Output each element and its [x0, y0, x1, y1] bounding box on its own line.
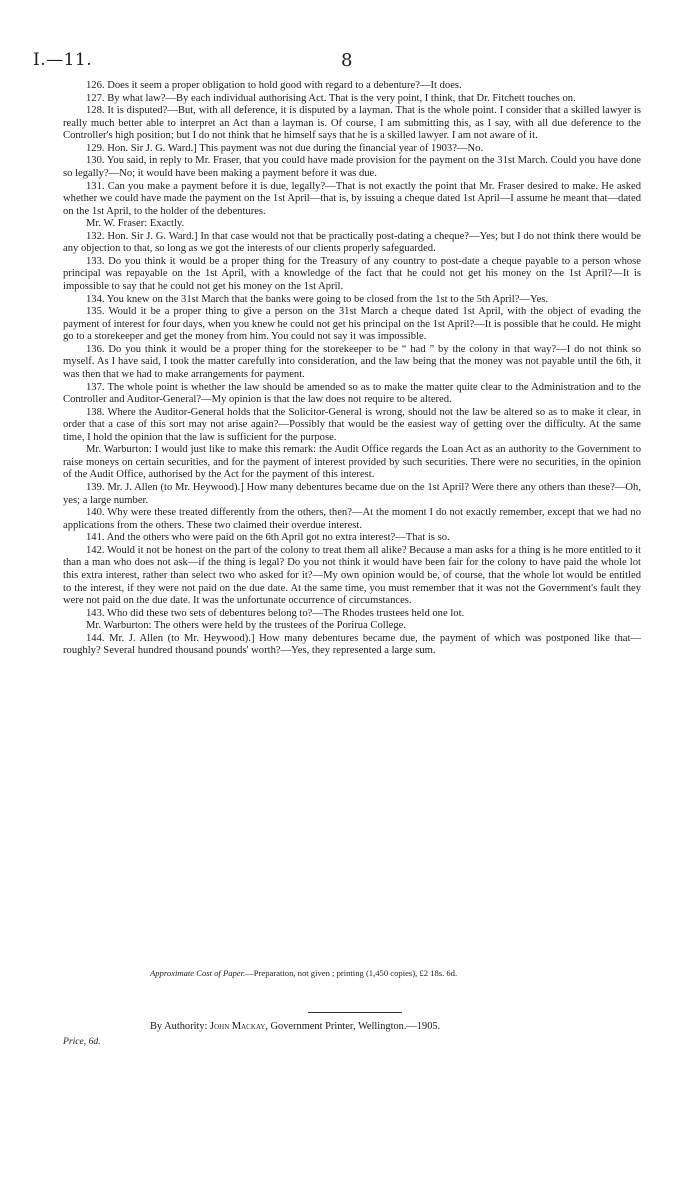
remark-fraser: Mr. W. Fraser: Exactly.	[86, 218, 185, 230]
series-label: I.—11.	[33, 50, 93, 70]
paragraph-128: 128. It is disputed?—But, with all deference, it is disputed by a layman. That is the whole point. I consider that a skilled lawyer is really much better able to interpret an Act than a layman is. Of course, I am submitting this, as I say, with all due deference to the Controller's high position; but I do not think that he himself says that he is a skilled lawyer. I am not aware of it.	[63, 105, 641, 142]
paragraph-143: 143. Who did these two sets of debentures belong to?—The Rhodes trustees held one lot.	[86, 607, 465, 619]
paragraph-134: 134. You knew on the 31st March that the banks were going to be closed from the 1st to the 5th April?—Yes.	[86, 293, 549, 305]
paragraph-136: 136. Do you think it would be a proper thing for the storekeeper to be “ had ” by the colony in that way?—I do not think so myself. As I have said, I took the matter carefully into consideration, and the law being that the money was not payable until the 6th, it was then that we had to make arrangements for payment.	[63, 343, 641, 380]
cost-label: Approximate Cost of Paper.	[150, 968, 246, 978]
paragraph-139: 139. Mr. J. Allen (to Mr. Heywood).] How many debentures became due on the 1st April? Were there any others than these?—Oh, yes; a large number.	[63, 482, 641, 506]
page-number: 8	[341, 50, 353, 71]
paragraph-132: 132. Hon. Sir J. G. Ward.] In that case would not that be practically post-dating a cheque?—Yes; but I do not think there would be any objection to that, so long as we got the interests of our clients properly safeguarded.	[63, 230, 641, 255]
remark-warburton-1: Mr. Warburton: I would just like to make this remark: the Audit Office regards the Loan Act as an authority to the Government to raise moneys on certain securities, and for the payment of interest provided by such securities. There were no securities, in the opinion of the Audit Office, authorised by the Act for the payment of this interest.	[63, 444, 641, 481]
printer-name: John Mackay	[210, 1021, 266, 1032]
paragraph-129: 129. Hon. Sir J. G. Ward.] This payment was not due during the financial year of 1903?—No.	[86, 142, 484, 154]
paragraph-144: 144. Mr. J. Allen (to Mr. Heywood).] How many debentures became due, the payment of which was postponed like that—roughly? Several hundred thousand pounds' worth?—Yes, they represented a large sum.	[63, 632, 641, 657]
cost-note	[150, 968, 457, 978]
paragraph-133: 133. Do you think it would be a proper thing for the Treasury of any country to post-date a cheque payable to a person whose principal was repayable on the 1st April, with a knowledge of the fact that he could not get his money on the 1st April?—It is impossible to say that he could not get his money on the 1st April.	[63, 255, 641, 292]
evidence-text	[63, 80, 641, 658]
price: Price, 6d.	[63, 1036, 101, 1047]
remark-warburton-2: Mr. Warburton: The others were held by the trustees of the Porirua College.	[86, 620, 407, 632]
paragraph-142: 142. Would it not be honest on the part of the colony to treat them all alike? Because a man asks for a thing is he more entitled to it than a man who does not ask—if the thing is legal? Do you not think it would have been fair for the colony to have paid the whole lot this extra interest, rather than select two who asked for it?—My own opinion would be, of course, that the whole lot would be entitled to the interest, if they were not paid on the due date. At the same time, you must remember that it was not the Government's fault they were not paid on the due date. It was the unfortunate occurrence of circumstances.	[63, 544, 641, 607]
authority-line	[150, 1021, 440, 1032]
paragraph-135: 135. Would it be a proper thing to give a person on the 31st March a cheque dated 1st April, with the object of evading the payment of interest for four days, when you knew he could not get his principal on the 1st April?—It is possible that he could. He might go to a storekeeper and get the money from him. You could not say it was impossible.	[63, 306, 641, 343]
divider	[308, 1012, 402, 1013]
paragraph-127: 127. By what law?—By each individual authorising Act. That is the very point, I think, that Dr. Fitchett touches on.	[86, 92, 576, 104]
authority-suffix: , Government Printer, Wellington.—1905.	[265, 1021, 441, 1032]
paragraph-138: 138. Where the Auditor-General holds that the Solicitor-General is wrong, should not the law be altered so as to make it clear, in order that a case of this sort may not arise again?—Possibly that would be the easiest way of getting over the difficulty. At the same time, I hold the opinion that the law is sufficient for the purpose.	[63, 406, 641, 443]
paragraph-137: 137. The whole point is whether the law should be amended so as to make the matter quite clear to the Administration and to the Controller and Auditor-General?—My opinion is that the law does not require to be altered.	[63, 381, 641, 406]
paragraph-126: 126. Does it seem a proper obligation to hold good with regard to a debenture?—It does.	[86, 80, 462, 91]
authority-prefix: By Authority:	[150, 1021, 211, 1032]
paragraph-140: 140. Why were these treated differently from the others, then?—At the moment I do not exactly remember, except that we had no applications from the others. These two claimed their overdue interest.	[63, 507, 641, 531]
paragraph-131: 131. Can you make a payment before it is due, legally?—That is not exactly the point that Mr. Fraser desired to make. He asked whether we could have made the payment on the 1st April—that is, by issuing a cheque dated 1st April—I assume he meant that—dated on the 1st April, to the holder of the debentures.	[63, 180, 641, 217]
paragraph-130: 130. You said, in reply to Mr. Fraser, that you could have made provision for the payment on the 31st March. Could you have done so legally?—No; it would have been making a payment before it was due.	[63, 155, 641, 179]
cost-text: —Preparation, not given ; printing (1,450 copies), £2 18s. 6d.	[245, 968, 458, 978]
paragraph-141: 141. And the others who were paid on the 6th April got no extra interest?—That is so.	[86, 532, 450, 544]
